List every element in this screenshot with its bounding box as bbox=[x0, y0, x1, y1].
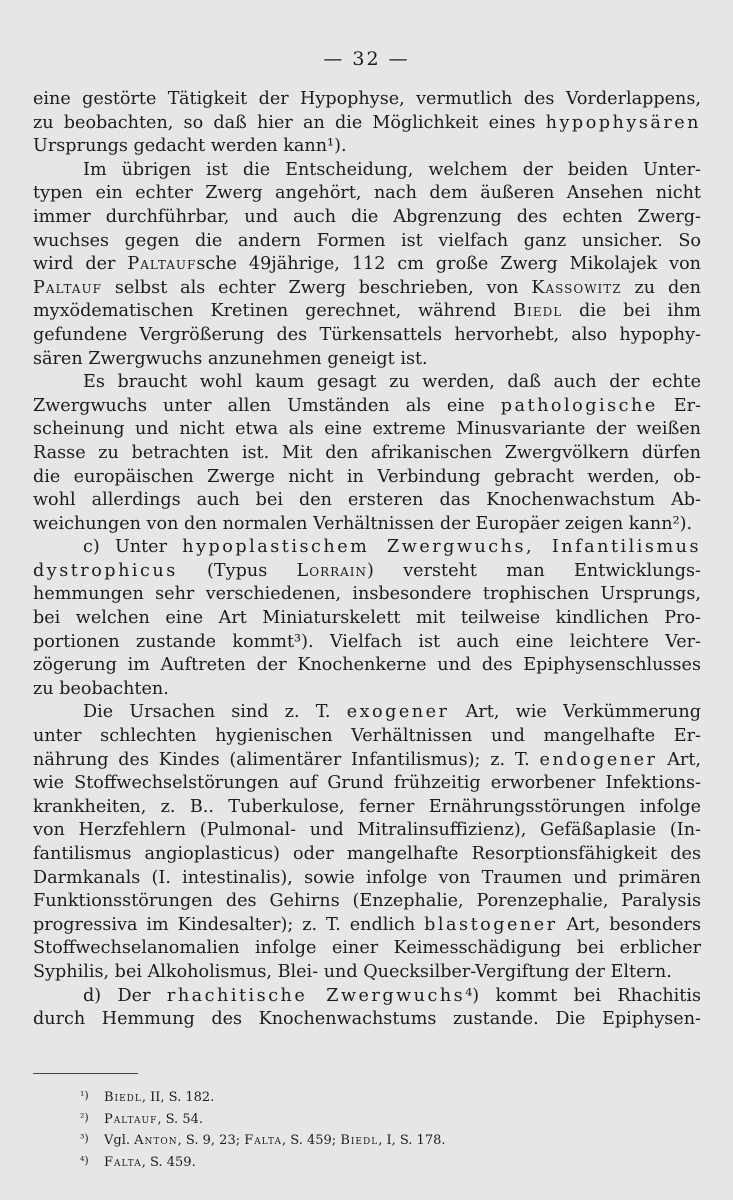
text-run: , II, S. 182. bbox=[141, 1090, 215, 1105]
text-line bbox=[33, 914, 701, 938]
text-run: Im übrigen ist die Entscheidung, welchem der beiden Unter- bbox=[83, 159, 701, 180]
text-run: typen ein echter Zwerg angehört, nach dem äußeren Ansehen nicht bbox=[33, 183, 701, 204]
author-name: Paltauf bbox=[104, 1111, 158, 1127]
text-run: wuchses gegen die andern Formen ist vielfach ganz unsicher. So bbox=[33, 230, 701, 251]
text-line bbox=[33, 442, 701, 466]
footnote bbox=[80, 1129, 700, 1151]
text-run: ) versteht man Entwicklungs- bbox=[367, 560, 701, 581]
text-line bbox=[33, 937, 701, 961]
text-run: zu beobachten. bbox=[33, 678, 169, 699]
text-line bbox=[33, 348, 701, 372]
text-run: die europäischen Zwerge nicht in Verbindung gebracht werden, ob- bbox=[33, 466, 701, 487]
text-run: Stoffwechselanomalien infolge einer Keimesschädigung bei erblicher bbox=[33, 938, 701, 959]
text-run: selbst als echter Zwerg beschrieben, von bbox=[101, 277, 532, 298]
spaced-emphasis: hypophysären bbox=[545, 112, 701, 133]
text-line bbox=[33, 88, 701, 112]
text-line bbox=[33, 371, 701, 395]
footnote-mark: ²) bbox=[80, 1110, 89, 1124]
footnote bbox=[80, 1086, 700, 1108]
spaced-emphasis: exogener bbox=[346, 702, 450, 723]
text-run: Zwergwuchs unter allen Umständen als eine bbox=[33, 395, 501, 416]
text-line bbox=[33, 654, 701, 678]
text-run: Es braucht wohl kaum gesagt zu werden, daß auch der echte bbox=[83, 372, 701, 393]
text-run: von Herzfehlern (Pulmonal- und Mitralinsuffizienz), Gefäßaplasie (In- bbox=[33, 820, 701, 841]
page-number: — 32 — bbox=[323, 48, 410, 70]
text-line bbox=[33, 489, 701, 513]
footnote bbox=[80, 1108, 700, 1130]
text-run: zu den bbox=[621, 277, 701, 298]
text-run: krankheiten, z. B.. Tuberkulose, ferner Ernährungsstörungen infolge bbox=[33, 796, 701, 817]
footnote-mark: ¹) bbox=[80, 1089, 89, 1102]
text-run: , I, S. 178. bbox=[378, 1133, 446, 1148]
text-run: , S. 459. bbox=[141, 1154, 196, 1170]
text-run: Darmkanals (I. intestinalis), sowie infolge von Traumen und primären bbox=[33, 867, 701, 888]
text-run: Er- bbox=[657, 395, 701, 416]
text-line bbox=[33, 985, 701, 1009]
text-line bbox=[33, 560, 701, 584]
footnote bbox=[80, 1151, 700, 1173]
text-line bbox=[33, 890, 701, 914]
text-run: wohl allerdings auch bei den ersteren das Knochenwachstum Ab- bbox=[33, 490, 701, 511]
text-run: Art, bbox=[657, 749, 702, 770]
text-run: unter schlechten hygienischen Verhältnissen und mangelhafte Er- bbox=[33, 726, 701, 747]
text-line bbox=[33, 725, 701, 749]
text-line bbox=[33, 536, 701, 560]
text-run: d) Der bbox=[83, 985, 167, 1006]
text-run: ⁴) kommt bei Rhachitis bbox=[465, 985, 702, 1006]
spaced-emphasis: dystrophicus bbox=[33, 560, 178, 581]
spaced-emphasis: rhachitische Zwergwuchs bbox=[166, 985, 466, 1006]
text-run: gefundene Vergrößerung des Türkensattels hervorhebt, also hypophy- bbox=[33, 324, 701, 345]
text-line bbox=[33, 277, 701, 301]
text-run: immer durchführbar, und auch die Abgrenzung des echten Zwerg- bbox=[33, 206, 701, 227]
text-run: Die Ursachen sind z. T. bbox=[83, 702, 347, 723]
text-run: weichungen von den normalen Verhältnissen der Europäer zeigen kann²). bbox=[33, 513, 693, 534]
author-name: Paltauf bbox=[127, 254, 197, 275]
text-line bbox=[33, 513, 701, 537]
text-line bbox=[33, 867, 701, 891]
text-line bbox=[33, 678, 701, 702]
text-run: Art, besonders bbox=[557, 914, 701, 935]
text-run: Vgl. bbox=[104, 1133, 135, 1148]
text-run: nährung des Kindes (alimentärer Infantilismus); z. T. bbox=[33, 749, 540, 770]
text-run: bei welchen eine Art Miniaturskelett mit teilweise kindlichen Pro- bbox=[33, 608, 701, 629]
author-name: Falta bbox=[104, 1154, 142, 1170]
author-name: Biedl bbox=[513, 301, 563, 322]
text-run: Rasse zu betrachten ist. Mit den afrikanischen Zwergvölkern dürfen bbox=[33, 442, 701, 463]
text-run: wird der bbox=[33, 254, 128, 275]
text-line bbox=[33, 819, 701, 843]
text-run: die bei ihm bbox=[562, 301, 701, 322]
author-name: Falta bbox=[244, 1133, 283, 1148]
text-run: progressiva im Kindesalter); z. T. endlich bbox=[33, 914, 425, 935]
text-run: durch Hemmung des Knochenwachstums zustande. Die Epiphysen- bbox=[33, 1009, 701, 1030]
text-run: Art, wie Verkümmerung bbox=[449, 702, 701, 723]
text-run: Ursprungs gedacht werden kann¹). bbox=[33, 136, 347, 157]
footnote-mark: ³) bbox=[80, 1132, 89, 1145]
text-run: (Typus bbox=[177, 560, 297, 581]
text-line bbox=[33, 182, 701, 206]
text-run: hemmungen sehr verschiedenen, insbesondere trophischen Ursprungs, bbox=[33, 584, 701, 605]
text-run: zu beobachten, so daß hier an die Möglichkeit eines bbox=[33, 112, 546, 133]
footnote-rule bbox=[33, 1073, 138, 1074]
text-line bbox=[33, 631, 701, 655]
text-line bbox=[33, 1008, 701, 1032]
text-line bbox=[33, 112, 701, 136]
text-line bbox=[33, 772, 701, 796]
author-name: Paltauf bbox=[33, 277, 102, 298]
author-name: Biedl bbox=[104, 1090, 142, 1105]
text-line bbox=[33, 253, 701, 277]
text-run: sche 49jährige, 112 cm große Zwerg Mikolajek von bbox=[196, 254, 701, 275]
author-name: Kassowitz bbox=[531, 277, 622, 298]
footnote-mark: ⁴) bbox=[80, 1153, 89, 1167]
text-line bbox=[33, 583, 701, 607]
text-line bbox=[33, 418, 701, 442]
text-run: scheinung und nicht etwa als eine extreme Minusvariante der weißen bbox=[33, 419, 701, 440]
text-run: , S. 54. bbox=[157, 1111, 203, 1127]
text-line bbox=[33, 135, 701, 159]
text-run: portionen zustande kommt³). Vielfach ist auch eine leichtere Ver- bbox=[33, 631, 701, 652]
text-line bbox=[33, 300, 701, 324]
text-run: Syphilis, bei Alkoholismus, Blei- und Quecksilber-Vergiftung der Eltern. bbox=[33, 961, 672, 982]
spaced-emphasis: pathologische bbox=[500, 395, 658, 416]
text-line bbox=[33, 466, 701, 490]
text-line bbox=[33, 206, 701, 230]
author-name: Biedl bbox=[340, 1133, 379, 1148]
text-run: , S. 9, 23; bbox=[177, 1133, 245, 1148]
text-run: eine gestörte Tätigkeit der Hypophyse, vermutlich des Vorderlappens, bbox=[33, 89, 701, 109]
text-run: Funktionsstörungen des Gehirns (Enzephalie, Porenzephalie, Paralysis bbox=[33, 891, 701, 912]
spaced-emphasis: hypoplastischem Zwergwuchs, Infantilismus bbox=[182, 537, 701, 558]
text-run: c) Unter bbox=[83, 537, 183, 558]
text-line bbox=[33, 843, 701, 867]
spaced-emphasis: blastogener bbox=[424, 914, 558, 935]
spaced-emphasis: endogener bbox=[539, 749, 658, 770]
text-line bbox=[33, 159, 701, 183]
text-run: wie Stoffwechselstörungen auf Grund frühzeitig erworbener Infektions- bbox=[33, 773, 701, 794]
text-run: , S. 459; bbox=[282, 1133, 341, 1148]
text-line bbox=[33, 701, 701, 725]
text-run: sären Zwergwuchs anzunehmen geneigt ist. bbox=[33, 348, 428, 369]
author-name: Anton bbox=[134, 1133, 178, 1148]
text-line bbox=[33, 324, 701, 348]
text-line bbox=[33, 607, 701, 631]
text-line bbox=[33, 796, 701, 820]
text-run: zögerung im Auftreten der Knochenkerne und des Epiphysenschlusses bbox=[33, 655, 701, 676]
text-run: myxödematischen Kretinen gerechnet, während bbox=[33, 301, 514, 322]
author-name: Lorrain bbox=[296, 560, 368, 581]
body-text bbox=[33, 88, 701, 1032]
text-line bbox=[33, 961, 701, 985]
text-line bbox=[33, 395, 701, 419]
footnotes bbox=[80, 1086, 700, 1172]
text-line bbox=[33, 749, 701, 773]
text-run: fantilismus angioplasticus) oder mangelhafte Resorptionsfähigkeit des bbox=[33, 844, 701, 864]
text-line bbox=[33, 230, 701, 254]
